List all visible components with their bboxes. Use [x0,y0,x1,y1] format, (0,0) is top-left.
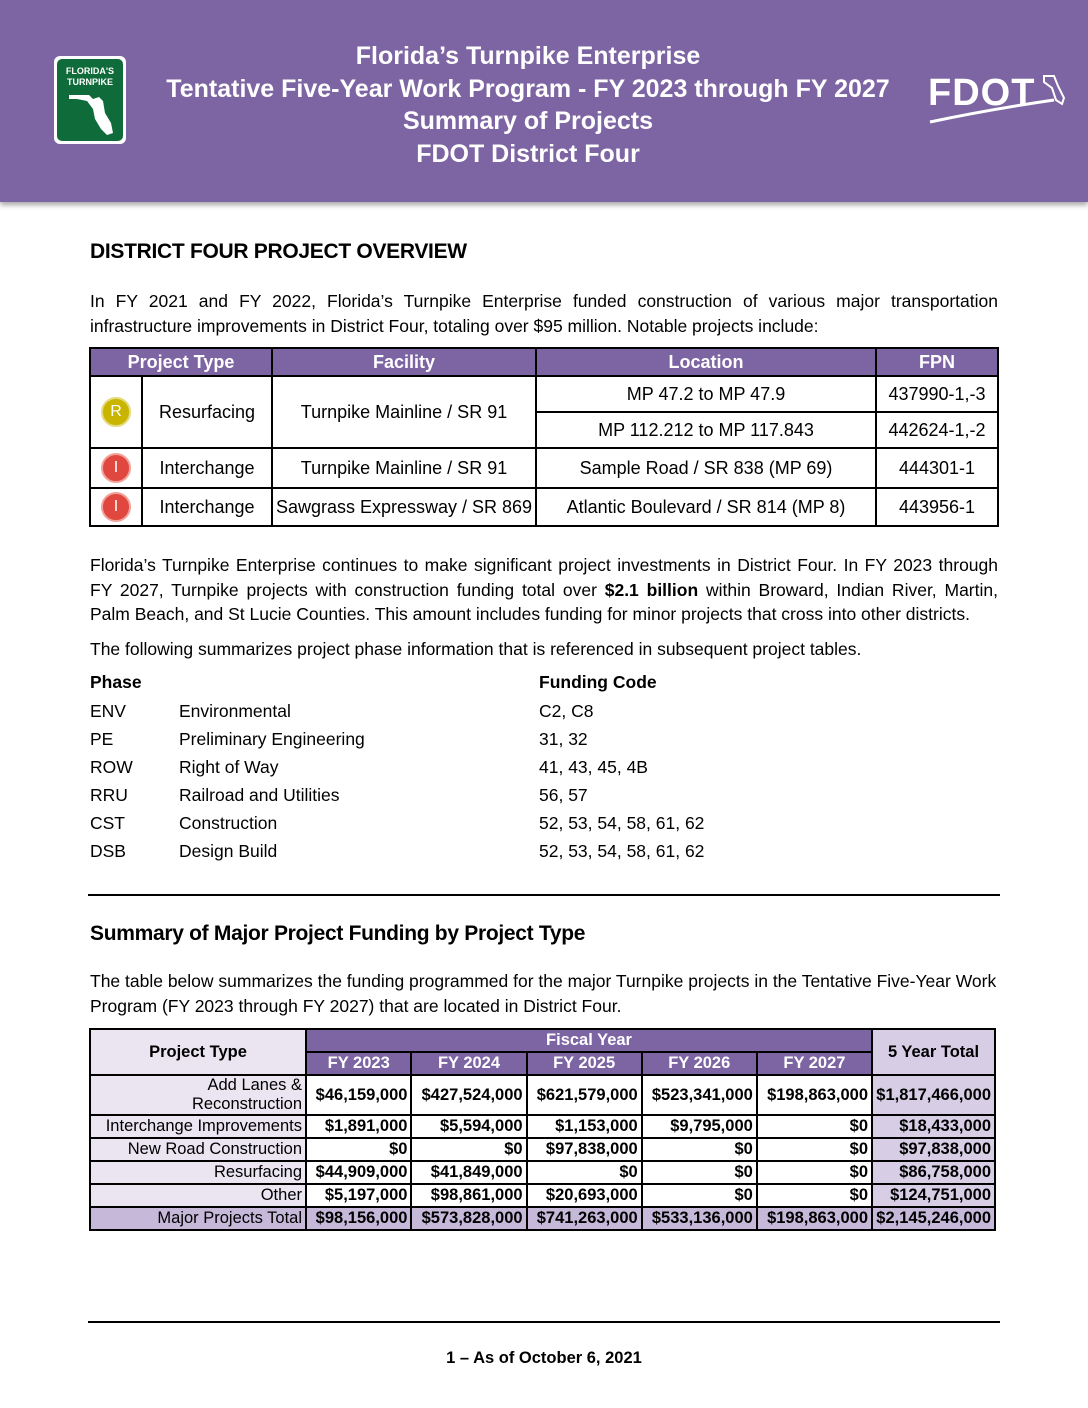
table-row [90,1161,995,1184]
florida-map-icon [67,91,115,137]
year-header: FY 2027 [757,1052,872,1075]
resurfacing-badge-icon: R [101,397,131,427]
fpn-cell: 437990-1,-3 [876,376,998,412]
page-footer: 1 – As of October 6, 2021 [446,1349,642,1367]
investment-text-pre: Florida’s Turnpike Enterprise continues to make significant project investments in District Four. In FY 2023 through FY 2027, Turnpike projects with construction funding total over [90,555,998,600]
value-cell: $0 [642,1184,757,1207]
project-type-cell: Interchange [142,488,272,526]
value-cell: $46,159,000 [306,1075,411,1115]
value-cell: $0 [411,1138,526,1161]
year-header: FY 2024 [411,1052,526,1075]
value-cell: $573,828,000 [411,1207,526,1230]
value-cell: $20,693,000 [527,1184,642,1207]
value-cell: $0 [757,1115,872,1138]
value-cell: $98,156,000 [306,1207,411,1230]
row-label: Add Lanes & Reconstruction [90,1075,306,1115]
phase-name: Construction [179,813,278,833]
row-label: Other [90,1184,306,1207]
footer-divider [88,1321,1000,1323]
investment-paragraph [90,553,998,627]
location-cell: Sample Road / SR 838 (MP 69) [536,448,876,488]
overview-heading: DISTRICT FOUR PROJECT OVERVIEW [90,240,467,263]
fdot-logo-text: FDOT [928,72,1036,114]
total-row [90,1207,995,1230]
table-row [90,1184,995,1207]
value-cell: $427,524,000 [411,1075,526,1115]
table-row [90,448,998,488]
total-cell: $1,817,466,000 [872,1075,995,1115]
funding-intro: The table below summarizes the funding programmed for the major Turnpike projects in the Tentative Five-Year Work Program (FY 2023 through FY 2027) that are located in District Four. [90,971,997,1016]
investment-text-post: within Broward, Indian River, Martin, Palm Beach, and St Lucie Counties. This amount includes funding for minor projects that cross into other districts. [90,579,998,624]
year-header: FY 2025 [527,1052,642,1075]
col-facility: Facility [272,348,536,376]
florida-turnpike-logo [54,56,126,144]
total-cell: $86,758,000 [872,1161,995,1184]
value-cell: $0 [527,1161,642,1184]
row-label: Resurfacing [90,1161,306,1184]
funding-heading: Summary of Major Project Funding by Project Type [90,922,586,945]
value-cell: $533,136,000 [642,1207,757,1230]
facility-cell: Sawgrass Expressway / SR 869 [272,488,536,526]
phase-name: Right of Way [179,757,279,777]
table-row [90,1115,995,1138]
funding-table [89,1028,996,1231]
total-cell: $97,838,000 [872,1138,995,1161]
value-cell: $198,863,000 [757,1207,872,1230]
phase-name: Design Build [179,841,278,861]
table-row [90,376,998,412]
facility-cell: Turnpike Mainline / SR 91 [272,448,536,488]
phase-codes: C2, C8 [539,701,594,721]
logo-text-1: FLORIDA'S [65,66,115,76]
table-row [90,488,998,526]
value-cell: $198,863,000 [757,1075,872,1115]
header-banner [0,0,1088,202]
funding-code-header: Funding Code [539,672,657,692]
phase-codes: 31, 32 [539,729,588,749]
interchange-badge-icon: I [101,492,131,522]
fpn-cell: 442624-1,-2 [876,412,998,448]
row-label: New Road Construction [90,1138,306,1161]
project-type-cell: Resurfacing [142,376,272,448]
header-titles [160,40,896,170]
header-line-1: Florida’s Turnpike Enterprise [355,42,701,70]
value-cell: $1,153,000 [527,1115,642,1138]
value-cell: $1,891,000 [306,1115,411,1138]
location-cell: MP 112.212 to MP 117.843 [536,412,876,448]
phase-abbr: PE [90,729,114,749]
total-cell: $18,433,000 [872,1115,995,1138]
value-cell: $97,838,000 [527,1138,642,1161]
fpn-cell: 444301-1 [876,448,998,488]
location-cell: Atlantic Boulevard / SR 814 (MP 8) [536,488,876,526]
col-project-type: Project Type [90,1029,306,1075]
phase-abbr: RRU [90,785,128,805]
value-cell: $0 [642,1161,757,1184]
value-cell: $523,341,000 [642,1075,757,1115]
header-line-4: FDOT District Four [416,139,640,168]
value-cell: $5,594,000 [411,1115,526,1138]
phase-codes: 52, 53, 54, 58, 61, 62 [539,841,705,861]
fdot-swoosh-icon [926,70,1068,126]
value-cell: $0 [642,1138,757,1161]
value-cell: $98,861,000 [411,1184,526,1207]
phase-abbr: DSB [90,841,126,861]
notable-projects-table [89,347,999,527]
overview-intro: In FY 2021 and FY 2022, Florida’s Turnpike Enterprise funded construction of various major transportation infrastructure improvements in District Four, totaling over $95 million. Notable projects include: [90,291,998,336]
phase-codes: 41, 43, 45, 4B [539,757,648,777]
value-cell: $0 [757,1138,872,1161]
phase-intro: The following summarizes project phase information that is referenced in subsequent project tables. [90,639,862,659]
value-cell: $5,197,000 [306,1184,411,1207]
fiscal-year-header: Fiscal Year [306,1029,872,1052]
value-cell: $0 [757,1161,872,1184]
logo-text-2: TURNPIKE [66,77,113,87]
table-header-row [90,348,998,376]
phase-codes: 56, 57 [539,785,588,805]
header-line-2: Tentative Five-Year Work Program - FY 2023 through FY 2027 [166,74,890,103]
value-cell: $9,795,000 [642,1115,757,1138]
fdot-logo [926,70,1068,126]
phase-name: Railroad and Utilities [179,785,340,805]
phase-name: Preliminary Engineering [179,729,365,749]
total-cell: $124,751,000 [872,1184,995,1207]
facility-cell: Turnpike Mainline / SR 91 [272,376,536,448]
col-fpn: FPN [876,348,998,376]
table-row [90,1138,995,1161]
header-line-3: Summary of Projects [402,107,654,135]
fpn-cell: 443956-1 [876,488,998,526]
col-five-year-total: 5 Year Total [872,1029,995,1075]
location-cell: MP 47.2 to MP 47.9 [536,376,876,412]
value-cell: $0 [757,1184,872,1207]
interchange-badge-icon: I [101,453,131,483]
phase-abbr: CST [90,813,125,833]
value-cell: $41,849,000 [411,1161,526,1184]
phase-abbr: ROW [90,757,133,777]
total-cell: $2,145,246,000 [872,1207,995,1230]
project-type-cell: Interchange [142,448,272,488]
table-row [90,1075,995,1115]
row-label: Major Projects Total [90,1207,306,1230]
row-label: Interchange Improvements [90,1115,306,1138]
col-location: Location [536,348,876,376]
phase-name: Environmental [179,701,291,721]
section-divider [88,894,1000,896]
phase-header: Phase [90,672,142,692]
value-cell: $44,909,000 [306,1161,411,1184]
phase-abbr: ENV [90,701,126,721]
value-cell: $0 [306,1138,411,1161]
year-header: FY 2026 [642,1052,757,1075]
value-cell: $621,579,000 [527,1075,642,1115]
year-header: FY 2023 [306,1052,411,1075]
investment-amount: $2.1 billion [604,579,699,600]
phase-codes: 52, 53, 54, 58, 61, 62 [539,813,705,833]
funding-header-row [90,1029,995,1052]
col-project-type: Project Type [90,348,272,376]
value-cell: $741,263,000 [527,1207,642,1230]
